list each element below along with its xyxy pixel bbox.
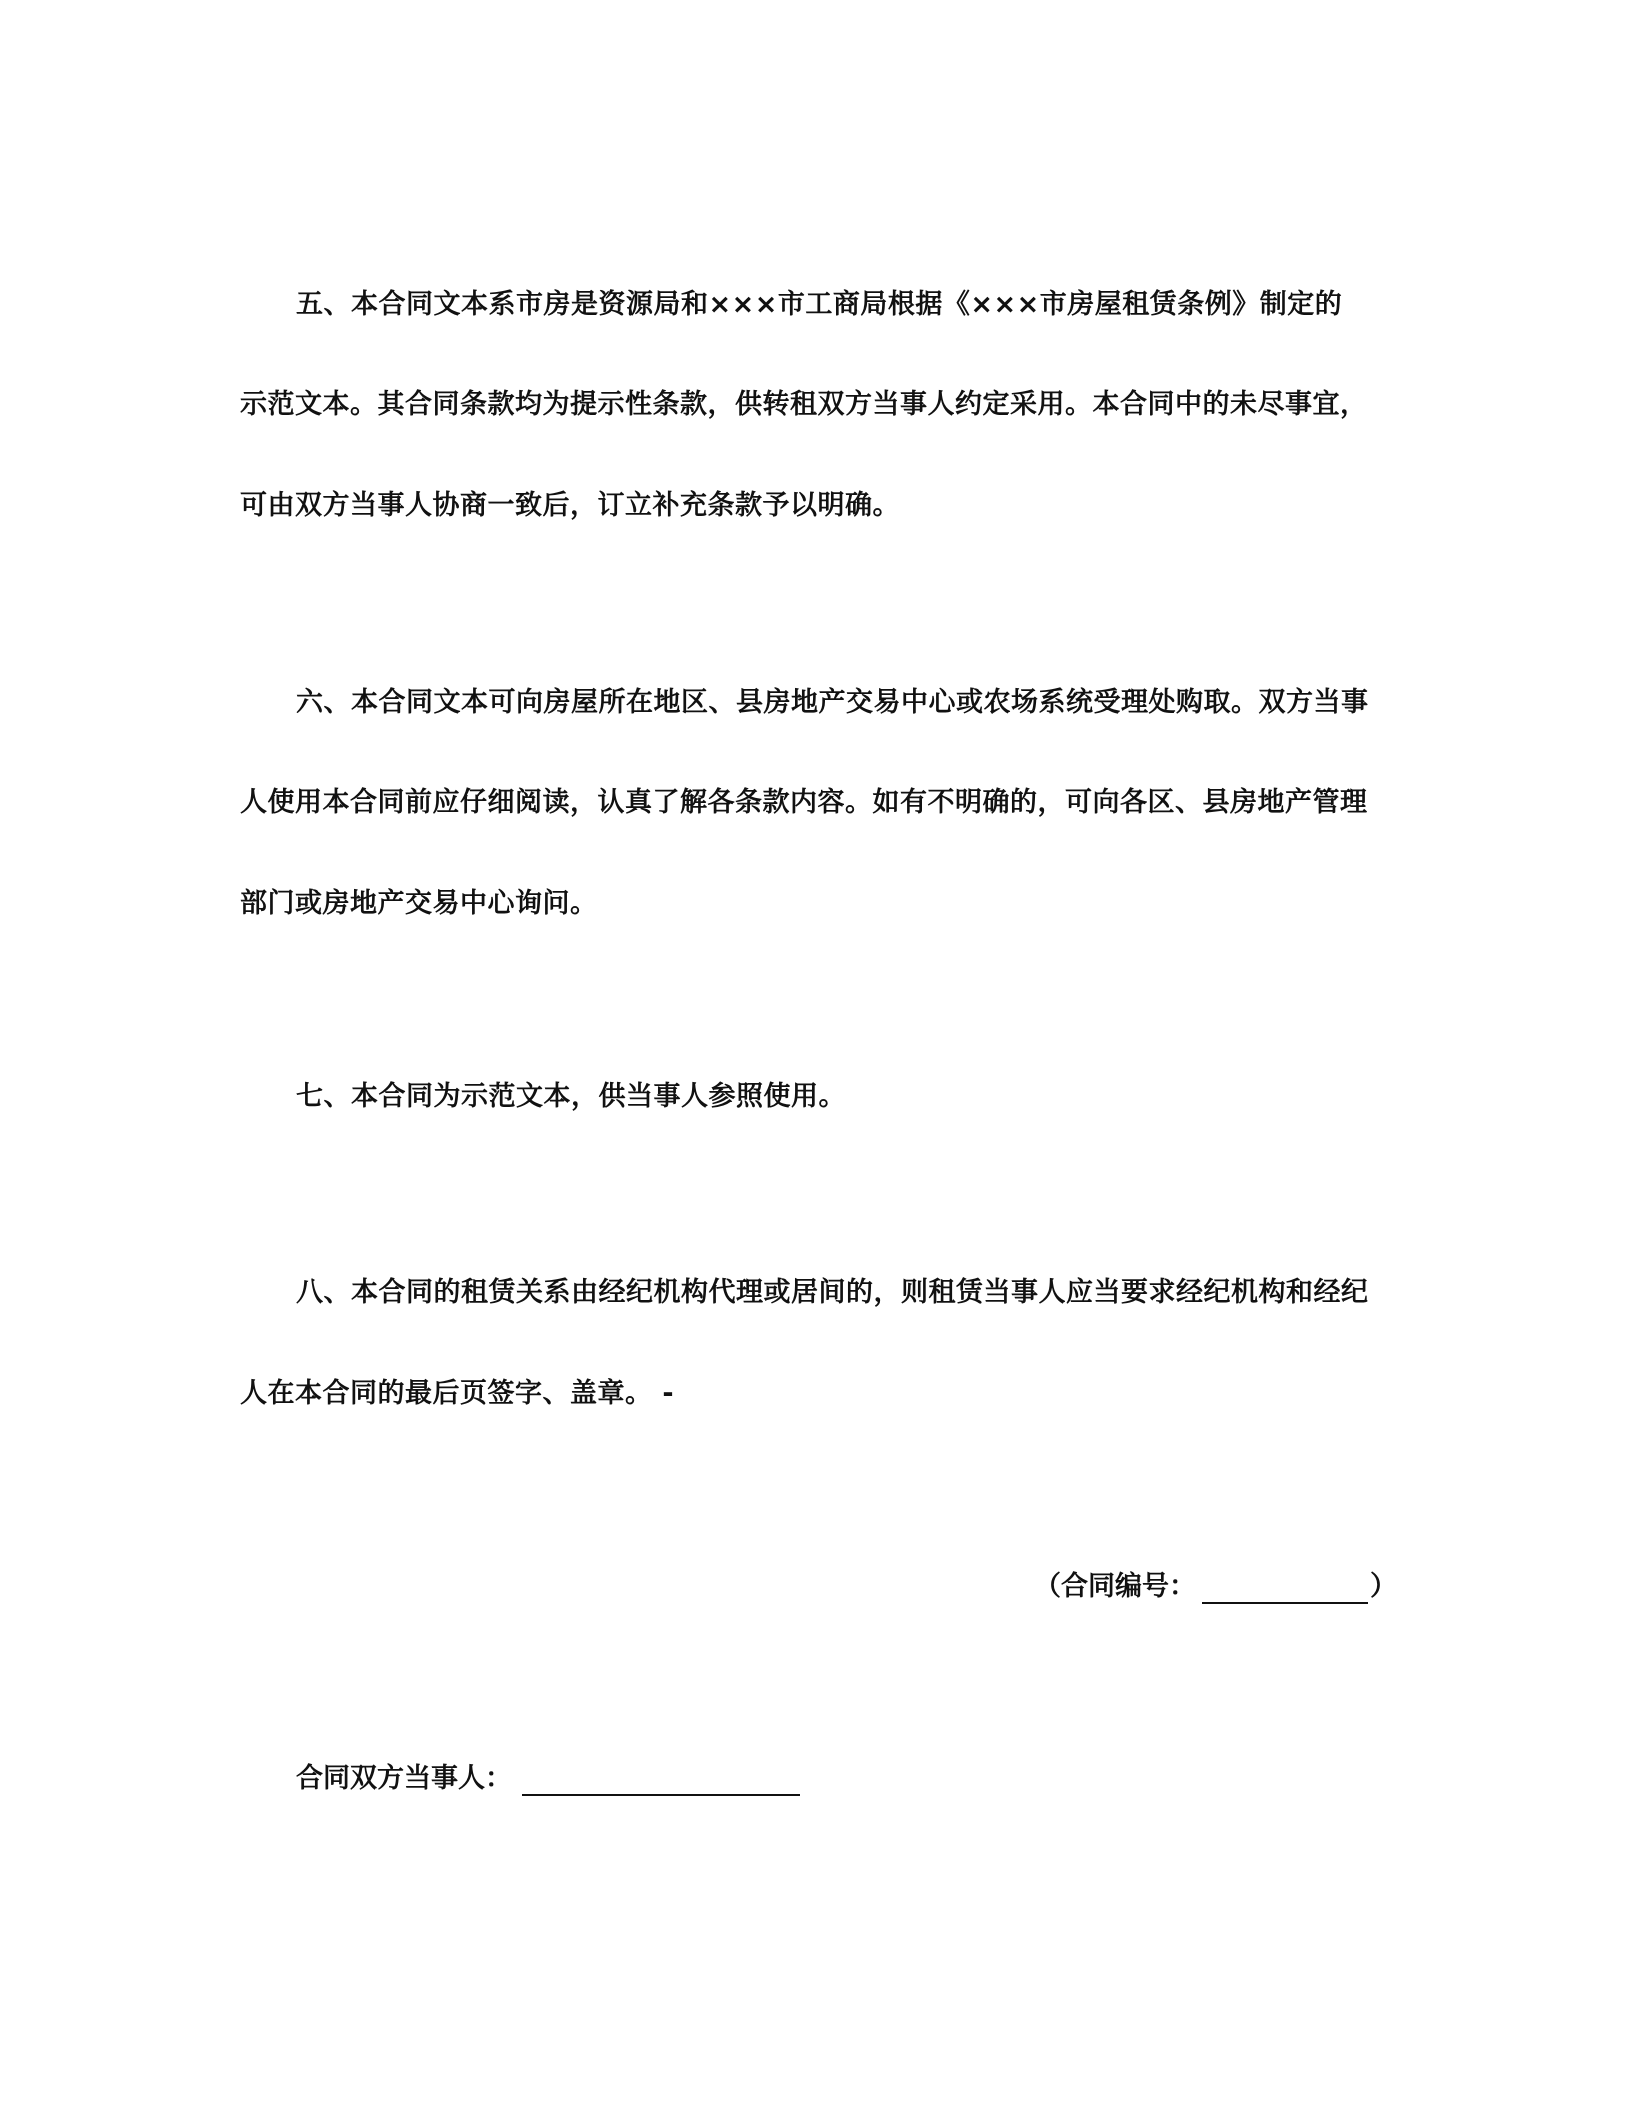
clause-eight-line-1: 八、本合同的租赁关系由经纪机构代理或居间的，则租赁当事人应当要求经纪机构和经纪 — [296, 1277, 1369, 1308]
clause-seven — [240, 1080, 1390, 1114]
contract-number-label: （合同编号： — [1034, 1571, 1196, 1602]
clause-seven-line-1: 七、本合同为示范文本，供当事人参照使用。 — [296, 1081, 846, 1112]
contract-number-field[interactable] — [1202, 1572, 1368, 1604]
clause-eight-line-2: 人在本合同的最后页签字、盖章。 - — [240, 1378, 675, 1409]
clause-six-line-2: 人使用本合同前应仔细阅读，认真了解各条款内容。如有不明确的，可向各区、县房地产管理 — [240, 787, 1368, 818]
clause-five-line-3: 可由双方当事人协商一致后，订立补充条款予以明确。 — [240, 490, 900, 521]
contract-number-close: ） — [1370, 1571, 1397, 1602]
clause-six — [240, 686, 1390, 921]
clause-five-line-1: 五、本合同文本系市房是资源局和×××市工商局根据《×××市房屋租赁条例》制定的 — [296, 289, 1343, 320]
clause-six-line-3: 部门或房地产交易中心询问。 — [240, 888, 598, 919]
contract-number — [1034, 1570, 1397, 1604]
clause-eight — [240, 1276, 1390, 1411]
clause-five-line-2: 示范文本。其合同条款均为提示性条款，供转租双方当事人约定采用。本合同中的未尽事宜， — [240, 389, 1368, 420]
contract-parties-label: 合同双方当事人： — [296, 1763, 512, 1794]
clause-six-line-1: 六、本合同文本可向房屋所在地区、县房地产交易中心或农场系统受理处购取。双方当事 — [296, 687, 1369, 718]
contract-parties-field[interactable] — [522, 1764, 800, 1796]
contract-parties — [296, 1762, 800, 1796]
clause-five — [240, 288, 1390, 523]
